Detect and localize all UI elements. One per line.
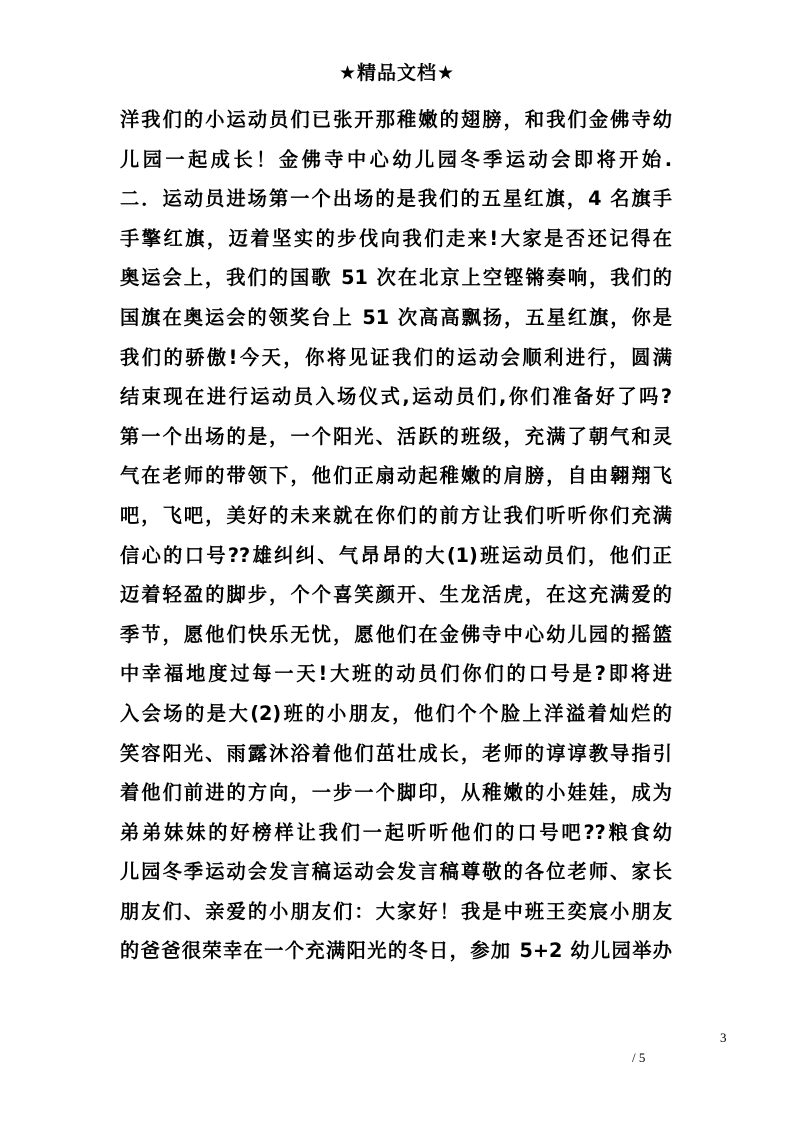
page-total: / 5 [632,1050,646,1065]
text-line: 吧，飞吧，美好的未来就在你们的前方让我们听听你们充满 [120,503,672,527]
text-line: 我们的骄傲!今天，你将见证我们的运动会顺利进行，圆满 [120,345,672,369]
text-line: 国旗在奥运会的领奖台上 51 次高高飘扬，五星红旗，你是 [120,305,672,329]
text-line: 奥运会上，我们的国歌 51 次在北京上空铿锵奏响，我们的 [120,266,672,290]
text-line: 入会场的是大(2)班的小朋友，他们个个脸上洋溢着灿烂的 [120,701,672,725]
text-line: 第一个出场的是，一个阳光、活跃的班级，充满了朝气和灵 [120,424,672,448]
text-line: 朋友们、亲爱的小朋友们：大家好！我是中班王奕宸小朋友 [120,899,672,923]
text-line: 手擎红旗，迈着坚实的步伐向我们走来!大家是否还记得在 [120,226,672,250]
text-line: 季节，愿他们快乐无忧，愿他们在金佛寺中心幼儿园的摇篮 [120,622,672,646]
text-line: 迈着轻盈的脚步，个个喜笑颜开、生龙活虎，在这充满爱的 [120,583,672,607]
text-line: 笑容阳光、雨露沐浴着他们茁壮成长，老师的谆谆教导指引 [120,741,672,765]
text-line: 弟弟妹妹的好榜样让我们一起听听他们的口号吧??粮食幼 [120,820,672,844]
text-line: 气在老师的带领下，他们正扇动起稚嫩的肩膀，自由翱翔飞 [120,464,672,488]
text-line: 中幸福地度过每一天!大班的动员们你们的口号是?即将进 [120,662,672,686]
document-body [120,100,672,971]
page-number: 3 [720,1030,727,1045]
text-line: 着他们前进的方向，一步一个脚印，从稚嫩的小娃娃，成为 [120,781,672,805]
text-line: 信心的口号??雄纠纠、气昂昂的大(1)班运动员们，他们正 [120,543,672,567]
text-line: 儿园冬季运动会发言稿运动会发言稿尊敬的各位老师、家长 [120,860,672,884]
text-line: 的爸爸很荣幸在一个充满阳光的冬日，参加 5+2 幼儿园举办 [120,939,672,963]
text-line: 洋我们的小运动员们已张开那稚嫩的翅膀，和我们金佛寺幼 [120,108,672,131]
text-line: 二．运动员进场第一个出场的是我们的五星红旗，4 名旗手 [120,187,672,211]
document-header-title: ★精品文档★ [338,62,456,84]
text-line: 结束现在进行运动员入场仪式,运动员们,你们准备好了吗? [120,385,672,409]
text-line: 儿园一起成长！金佛寺中心幼儿园冬季运动会即将开始. [120,147,672,171]
